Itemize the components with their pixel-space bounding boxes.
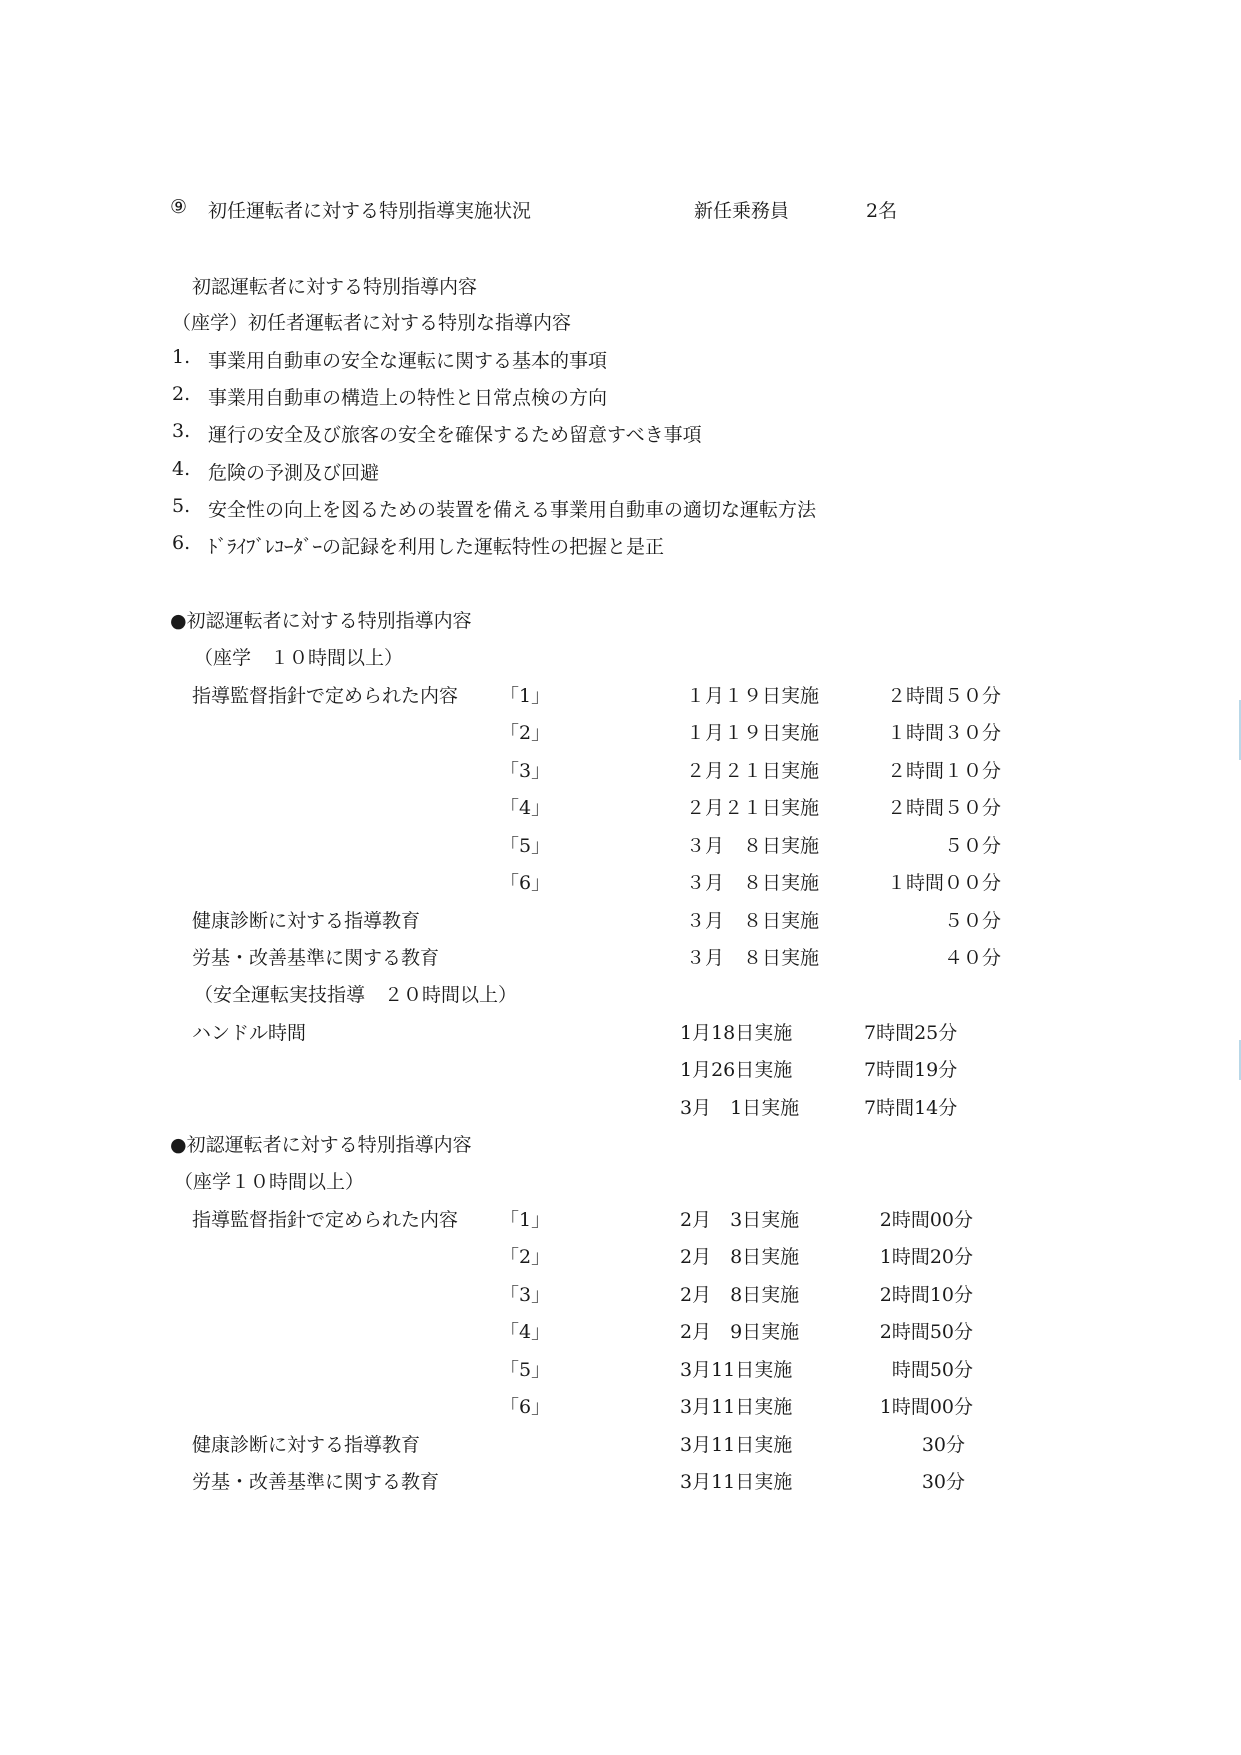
row-time: ４０分 (943, 947, 1001, 969)
list-item-number: 4. (172, 458, 191, 480)
row-label: ハンドル時間 (192, 1022, 307, 1044)
list-item-number: 2. (172, 383, 191, 405)
row-time: １時間３０分 (886, 722, 1001, 744)
list-item-text: 安全性の向上を図るための装置を備える事業用自動車の適切な運転方法 (208, 499, 817, 521)
row-label: 健康診断に対する指導教育 (192, 910, 421, 932)
row-date: 2月 8日実施 (680, 1284, 800, 1306)
row-time: 7時間25分 (864, 1022, 958, 1044)
row-time: 1時間20分 (879, 1246, 973, 1268)
list-item-text: 危険の予測及び回避 (208, 462, 380, 484)
row-label: 指導監督指針で定められた内容 (192, 1209, 459, 1231)
row-date: 3月11日実施 (680, 1396, 793, 1418)
row-time: 時間50分 (891, 1359, 973, 1381)
row-key: 「6」 (500, 872, 551, 894)
section2-subheading: （座学１０時間以上） (174, 1171, 365, 1193)
row-key: 「2」 (500, 1246, 551, 1268)
row-date: １月１９日実施 (686, 722, 820, 744)
row-time: 30分 (921, 1434, 965, 1456)
list-item-number: 3. (172, 420, 191, 442)
row-key: 「1」 (500, 685, 551, 707)
row-label: 健康診断に対する指導教育 (192, 1434, 421, 1456)
row-time: ２時間５０分 (886, 685, 1001, 707)
row-key: 「2」 (500, 722, 551, 744)
page-title: 初任運転者に対する特別指導実施状況 (208, 200, 532, 222)
row-key: 「3」 (500, 1284, 551, 1306)
row-key: 「1」 (500, 1209, 551, 1231)
intro-heading: 初認運転者に対する特別指導内容 (192, 276, 478, 298)
row-date: 2月 3日実施 (680, 1209, 800, 1231)
section1-heading: ●初認運転者に対する特別指導内容 (170, 610, 472, 632)
row-label: 指導監督指針で定められた内容 (192, 685, 459, 707)
intro-subheading: （座学）初任者運転者に対する特別な指導内容 (172, 312, 572, 334)
list-item-number: 6. (172, 532, 191, 554)
row-key: 「5」 (500, 835, 551, 857)
row-time: ２時間５０分 (886, 797, 1001, 819)
row-date: ３月 ８日実施 (686, 835, 820, 857)
section2-heading: ●初認運転者に対する特別指導内容 (170, 1134, 472, 1156)
row-date: 3月11日実施 (680, 1471, 793, 1493)
list-item-text: 事業用自動車の構造上の特性と日常点検の方向 (208, 387, 608, 409)
list-item-text: 運行の安全及び旅客の安全を確保するため留意すべき事項 (208, 424, 702, 446)
row-time: 2時間10分 (879, 1284, 973, 1306)
item-number: ⑨ (170, 196, 188, 218)
row-time: 7時間19分 (864, 1059, 958, 1081)
practical-heading: （安全運転実技指導 ２０時間以上） (194, 984, 518, 1006)
row-date: ２月２１日実施 (686, 797, 820, 819)
row-time: １時間００分 (886, 872, 1001, 894)
row-time: ２時間１０分 (886, 760, 1001, 782)
row-date: ３月 ８日実施 (686, 910, 820, 932)
row-date: 2月 8日実施 (680, 1246, 800, 1268)
row-time: 7時間14分 (864, 1097, 958, 1119)
row-date: 2月 9日実施 (680, 1321, 800, 1343)
row-key: 「4」 (500, 1321, 551, 1343)
row-key: 「4」 (500, 797, 551, 819)
row-date: ２月２１日実施 (686, 760, 820, 782)
list-item-number: 1. (172, 346, 191, 368)
row-time: 2時間50分 (879, 1321, 973, 1343)
row-date: 1月18日実施 (680, 1022, 793, 1044)
section1-subheading: （座学 １０時間以上） (194, 647, 404, 669)
row-date: 3月11日実施 (680, 1359, 793, 1381)
row-key: 「6」 (500, 1396, 551, 1418)
row-time: ５０分 (943, 835, 1001, 857)
row-time: 2時間00分 (879, 1209, 973, 1231)
row-key: 「3」 (500, 760, 551, 782)
row-date: ３月 ８日実施 (686, 947, 820, 969)
row-key: 「5」 (500, 1359, 551, 1381)
row-date: 1月26日実施 (680, 1059, 793, 1081)
list-item-text: ﾄﾞﾗｲﾌﾞﾚｺｰﾀﾞｰの記録を利用した運転特性の把握と是正 (208, 536, 665, 558)
row-time: ５０分 (943, 910, 1001, 932)
row-label: 労基・改善基準に関する教育 (192, 947, 440, 969)
list-item-text: 事業用自動車の安全な運転に関する基本的事項 (208, 350, 608, 372)
list-item-number: 5. (172, 495, 191, 517)
row-date: 3月11日実施 (680, 1434, 793, 1456)
staff-count: 2名 (866, 200, 898, 222)
row-time: 30分 (921, 1471, 965, 1493)
row-date: 3月 1日実施 (680, 1097, 800, 1119)
row-date: ３月 ８日実施 (686, 872, 820, 894)
row-date: １月１９日実施 (686, 685, 820, 707)
row-label: 労基・改善基準に関する教育 (192, 1471, 440, 1493)
row-time: 1時間00分 (879, 1396, 973, 1418)
staff-label: 新任乗務員 (694, 200, 790, 222)
